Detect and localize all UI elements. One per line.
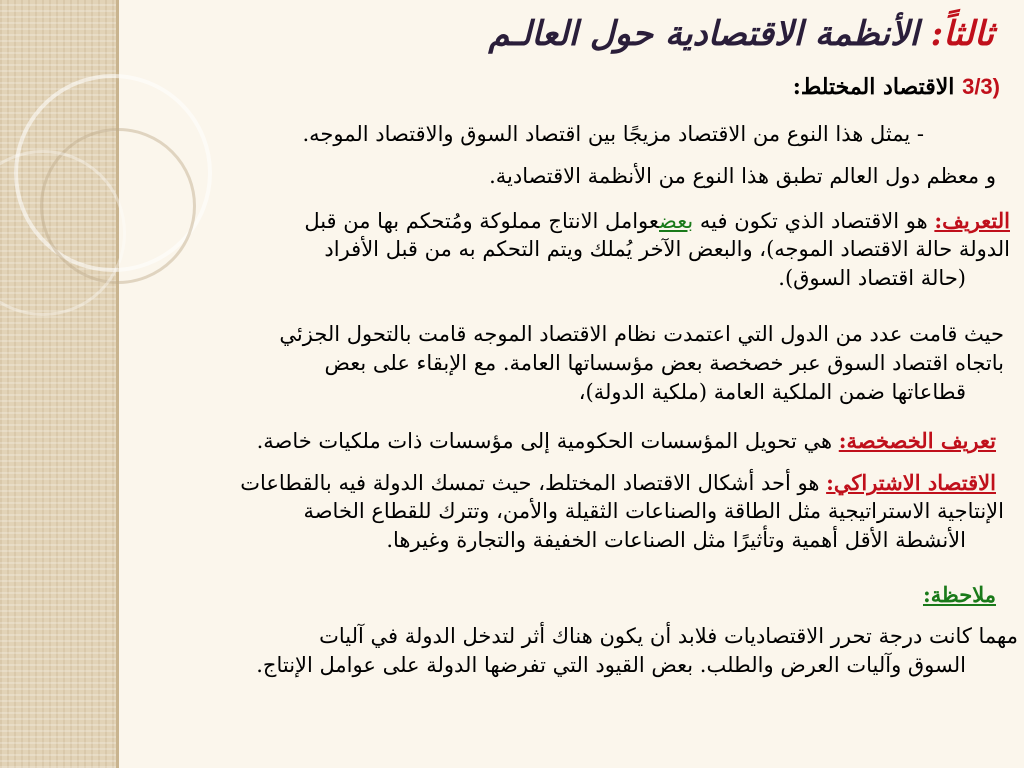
note-label: ملاحظة:: [923, 582, 996, 607]
note-line-2: السوق وآليات العرض والطلب. بعض القيود التي تفرضها الدولة على عوامل الإنتاج.: [256, 653, 966, 677]
socialist-line-3: الأنشطة الأقل أهمية وتأثيرًا مثل الصناعات الخفيفة والتجارة وغيرها.: [386, 528, 966, 552]
transition-line-2: باتجاه اقتصاد السوق عبر خصخصة بعض مؤسساتها العامة. مع الإبقاء على بعض: [324, 351, 1004, 375]
transition-line-1: حيث قامت عدد من الدول التي اعتمدت نظام الاقتصاد الموجه قامت بالتحول الجزئي: [279, 322, 1004, 346]
section-subtitle: [793, 74, 1000, 100]
note-heading: [923, 580, 996, 610]
title-text: الأنظمة الاقتصادية حول العالـم: [488, 14, 931, 54]
definition-text: هو الاقتصاد الذي تكون فيه: [693, 209, 935, 233]
transition-line-3: قطاعاتها ضمن الملكية العامة (ملكية الدولة)،: [578, 380, 966, 404]
note-line-1: مهما كانت درجة تحرر الاقتصاديات فلابد أن يكون هناك أثر لتدخل الدولة في آليات: [319, 624, 1018, 648]
slide-title: [488, 14, 994, 54]
definition-line-2: الدولة حالة الاقتصاد الموجه)، والبعض الآخر يُملك ويتم التحكم به من قبل الأفراد: [324, 237, 1010, 261]
privatization-definition: [257, 426, 996, 456]
socialist-label: الاقتصاد الاشتراكي:: [826, 470, 996, 495]
socialist-line-2: الإنتاجية الاستراتيجية مثل الطاقة والصناعات الثقيلة والأمن، وتترك للقطاع الخاصة: [303, 499, 1004, 523]
section-number: (3/3: [962, 74, 1000, 99]
title-prefix: ثالثاً:: [930, 14, 994, 54]
socialist-text: هو أحد أشكال الاقتصاد المختلط، حيث تمسك الدولة فيه بالقطاعات: [240, 471, 827, 495]
definition-highlight: بعض: [659, 209, 694, 233]
socialist-line-1: [240, 468, 996, 498]
definition-line-3: (حالة اقتصاد السوق).: [778, 266, 966, 290]
definition-text-cont: عوامل الانتاج مملوكة ومُتحكم بها من قبل: [304, 209, 660, 233]
privatization-label: تعريف الخصخصة:: [838, 428, 996, 453]
privatization-text: هي تحويل المؤسسات الحكومية إلى مؤسسات ذات ملكيات خاصة.: [256, 429, 839, 453]
section-subtitle-text: الاقتصاد المختلط:: [792, 74, 963, 100]
intro-line-2: و معظم دول العالم تطبق هذا النوع من الأنظمة الاقتصادية.: [489, 164, 996, 188]
definition-line-1: [304, 206, 1010, 236]
definition-label: التعريف:: [934, 208, 1010, 233]
intro-line-1: - يمثل هذا النوع من الاقتصاد مزيجًا بين اقتصاد السوق والاقتصاد الموجه.: [302, 122, 924, 146]
